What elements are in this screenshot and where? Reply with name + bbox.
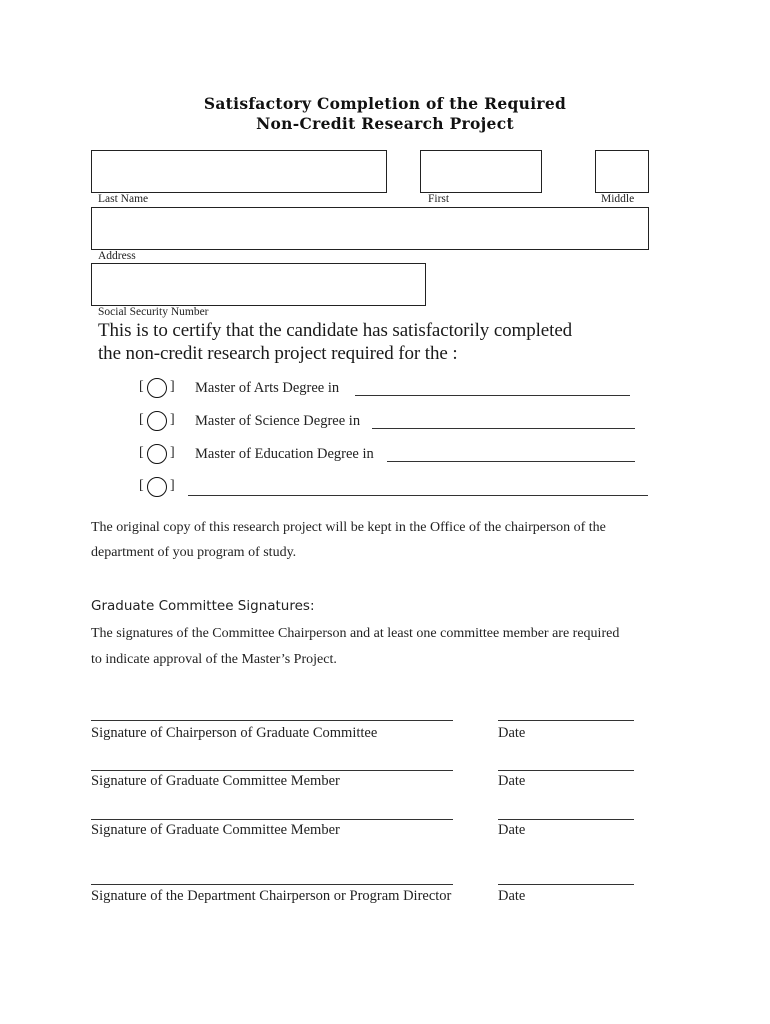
member2-date-line[interactable] [498,819,634,820]
education-degree-field-line[interactable] [387,461,635,462]
radio-other-degree[interactable] [147,477,167,497]
signatures-note-line-2: to indicate approval of the Master’s Project. [91,652,337,667]
original-copy-text-line-1: The original copy of this research project will be kept in the Office of the chairperson of the [91,520,606,535]
member1-date-line[interactable] [498,770,634,771]
bracket-open: [ [139,379,144,394]
bracket-close: ] [170,445,175,460]
first-name-field[interactable] [420,150,542,193]
science-degree-label: Master of Science Degree in [195,413,361,429]
last-name-label: Last Name [98,193,149,205]
signatures-heading: Graduate Committee Signatures: [91,598,315,614]
other-degree-field-line[interactable] [188,495,648,496]
address-label: Address [98,250,136,262]
science-degree-field-line[interactable] [372,428,635,429]
middle-name-label: Middle [601,193,635,205]
bracket-open: [ [139,412,144,427]
arts-degree-field-line[interactable] [355,395,630,396]
dept-chair-signature-line[interactable] [91,884,453,885]
member2-signature-line[interactable] [91,819,453,820]
chairperson-signature-label: Signature of Chairperson of Graduate Committee [91,725,378,741]
dept-chair-date-label: Date [498,888,526,904]
member1-signature-label: Signature of Graduate Committee Member [91,773,340,789]
bracket-close: ] [170,478,175,493]
education-degree-label: Master of Education Degree in [195,446,374,462]
member1-signature-line[interactable] [91,770,453,771]
first-name-label: First [428,193,450,205]
radio-arts-degree[interactable] [147,378,167,398]
bracket-open: [ [139,445,144,460]
bracket-close: ] [170,412,175,427]
bracket-open: [ [139,478,144,493]
original-copy-text-line-2: department of you program of study. [91,545,297,560]
member1-date-label: Date [498,773,526,789]
radio-education-degree[interactable] [147,444,167,464]
ssn-field[interactable] [91,263,426,306]
middle-name-field[interactable] [595,150,649,193]
ssn-label: Social Security Number [98,306,209,318]
certify-text-line-1: This is to certify that the candidate has satisfactorily completed [98,320,573,341]
chairperson-signature-line[interactable] [91,720,453,721]
dept-chair-date-line[interactable] [498,884,634,885]
bracket-close: ] [170,379,175,394]
form-title-line-1: Satisfactory Completion of the Required [203,94,567,113]
certify-text-line-2: the non-credit research project required for the : [98,343,458,364]
chairperson-date-label: Date [498,725,526,741]
arts-degree-label: Master of Arts Degree in [195,380,340,396]
member2-date-label: Date [498,822,526,838]
address-field[interactable] [91,207,649,250]
chairperson-date-line[interactable] [498,720,634,721]
dept-chair-signature-label: Signature of the Department Chairperson or Program Director [91,888,452,904]
form-title-line-2: Non-Credit Research Project [256,114,514,133]
last-name-field[interactable] [91,150,387,193]
signatures-note-line-1: The signatures of the Committee Chairperson and at least one committee member are required [91,626,620,641]
member2-signature-label: Signature of Graduate Committee Member [91,822,340,838]
radio-science-degree[interactable] [147,411,167,431]
